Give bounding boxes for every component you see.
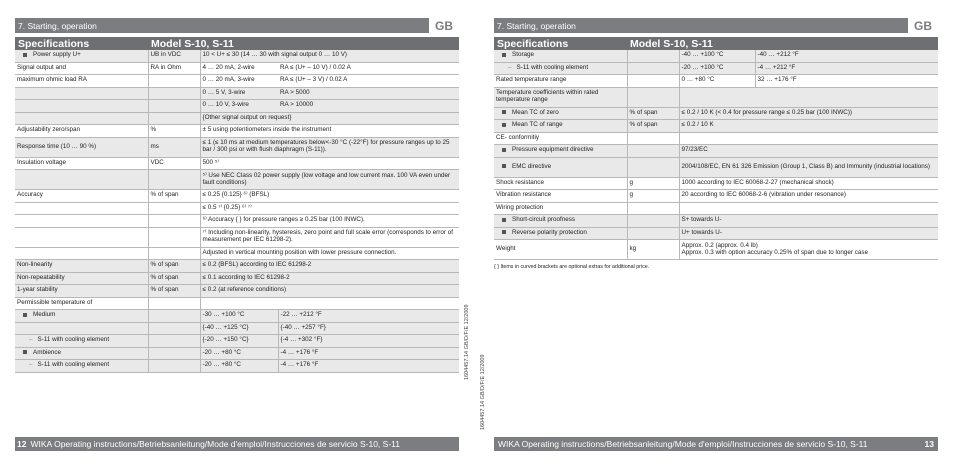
bullet-icon: [23, 350, 27, 354]
spec-row: [15, 75, 459, 88]
spec-value-secondary: RA ≤ (U+ – 3 V) / 0.02 A: [278, 75, 459, 88]
spec-label-cell: [15, 272, 148, 285]
spec-row: [494, 202, 938, 215]
dash-icon: –: [29, 336, 33, 344]
spec-value: ≤ 0.2 (at reference conditions): [200, 285, 459, 298]
dash-icon: –: [29, 361, 33, 369]
spec-value-secondary: {-40 … +257 °F}: [278, 322, 459, 335]
spec-label-cell: [15, 50, 148, 62]
spec-label: Mean TC of range: [512, 121, 563, 129]
document-code: 1604457.14 GB/D/F/E 12/2009: [480, 354, 486, 430]
spec-row: [494, 190, 938, 203]
spec-label: 1-year stability: [17, 286, 58, 294]
spec-row: [15, 137, 459, 157]
spec-row: [494, 145, 938, 158]
spec-row: [15, 227, 459, 247]
spec-unit: [627, 132, 679, 145]
spec-unit: g: [627, 190, 679, 203]
spec-unit: [148, 100, 200, 113]
spec-value: -20 … +100 °C: [679, 62, 755, 75]
spec-label-cell: [494, 107, 627, 120]
spec-unit: [627, 75, 679, 88]
spec-unit: [148, 170, 200, 190]
spec-value-secondary: RA ≤ (U+ – 10 V) / 0.02 A: [278, 62, 459, 75]
spec-value: ≤ 0.2 / 10 K: [679, 120, 938, 133]
spec-label: Signal output and: [17, 63, 67, 71]
spec-label: Weight: [496, 245, 516, 253]
spec-label-cell: [15, 297, 148, 310]
spec-unit: g: [627, 177, 679, 190]
bullet-icon: [23, 53, 27, 57]
spec-row: [494, 120, 938, 133]
footer-left: [15, 437, 459, 451]
dash-icon: –: [508, 63, 512, 71]
spec-label-cell: [494, 120, 627, 133]
spec-unit: [627, 215, 679, 228]
spec-row: [15, 347, 459, 360]
spec-value: -20 … +80 °C: [200, 347, 278, 360]
spec-label-cell: [15, 75, 148, 88]
spec-label-cell: [494, 75, 627, 88]
spec-label-cell: [494, 132, 627, 145]
spec-row: [494, 215, 938, 228]
spec-row: [15, 170, 459, 190]
spec-label: Temperature coefficients within rated temperature range: [496, 89, 599, 103]
spec-label-cell: [15, 125, 148, 138]
spec-label: Storage: [512, 51, 535, 59]
spec-row: [15, 215, 459, 228]
spec-unit: [148, 112, 200, 125]
spec-label-cell: [494, 190, 627, 203]
spec-value: ≤ 0.2 (BFSL) according to IEC 61298-2: [200, 260, 459, 273]
spec-unit: %: [148, 125, 200, 138]
spec-value: -20 … +80 °C: [200, 360, 278, 373]
spec-label-cell: [15, 190, 148, 203]
spec-value: 0 … 10 V, 3-wire: [200, 100, 278, 113]
spec-label-cell: [494, 87, 627, 107]
spec-label: Pressure equipment directive: [512, 146, 594, 154]
spec-unit: % of span: [627, 120, 679, 133]
spec-label-cell: [15, 335, 148, 348]
spec-row: [15, 190, 459, 203]
spec-label: Response time (10 … 90 %): [17, 142, 97, 150]
spec-unit: kg: [627, 240, 679, 260]
spec-row: [494, 240, 938, 260]
footer-text: WIKA Operating instructions/Betriebsanleitung/Mode d'emploi/Instrucciones de servicio S-10, S-11: [498, 439, 868, 449]
spec-label-cell: [15, 100, 148, 113]
spec-row: [15, 125, 459, 138]
spec-row: [494, 50, 938, 62]
spec-value: ≤ 0.2 / 10 K (< 0.4 for pressure range ≤ 0.25 bar (100 INWC)): [679, 107, 938, 120]
bullet-icon: [502, 230, 506, 234]
bullet-icon: [502, 53, 506, 57]
section-title: 7. Starting, operation: [18, 20, 97, 31]
spec-label-cell: [15, 137, 148, 157]
spec-row: [15, 360, 459, 373]
model-title: Model S-10, S-11: [630, 37, 713, 50]
spec-label-cell: [15, 215, 148, 228]
spec-label: Adjustability zero/span: [17, 126, 81, 134]
spec-label-cell: [494, 227, 627, 240]
specifications-table: [494, 50, 938, 260]
spec-row: [15, 100, 459, 113]
spec-row: [15, 202, 459, 215]
spec-unit: [627, 87, 679, 107]
spec-label-cell: [494, 240, 627, 260]
spec-label: S-11 with cooling element: [37, 336, 110, 344]
spec-unit: [148, 247, 200, 260]
spec-label-cell: [15, 87, 148, 100]
spec-unit: [627, 145, 679, 158]
spec-value: [200, 297, 459, 310]
spec-value: 1000 according to IEC 60068-2-27 (mechanical shock): [679, 177, 938, 190]
spec-value: Approx. 0.2 (approx. 0.4 lb) Approx. 0.3 with option accuracy 0.25% of span due to longer case: [679, 240, 938, 260]
spec-label-cell: [15, 347, 148, 360]
spec-unit: [627, 157, 679, 177]
spec-row: [494, 75, 938, 88]
spec-unit: [627, 50, 679, 62]
spec-label: Accuracy: [17, 191, 43, 199]
spec-value: {Other signal output on request}: [200, 112, 459, 125]
spec-label-cell: [494, 202, 627, 215]
spec-row: [494, 227, 938, 240]
spec-label: Vibration resistance: [496, 191, 552, 199]
spec-row: [15, 260, 459, 273]
spec-label-cell: [494, 157, 627, 177]
spec-label: EMC directive: [512, 162, 552, 170]
spec-unit: [148, 202, 200, 215]
model-title: Model S-10, S-11: [151, 37, 234, 50]
spec-unit: [148, 335, 200, 348]
spec-label-cell: [15, 285, 148, 298]
spec-unit: % of span: [627, 107, 679, 120]
spec-label-cell: [494, 177, 627, 190]
spec-value: [679, 87, 938, 107]
spec-value: S+ towards U-: [679, 215, 938, 228]
spec-value: ⁷⁾ Including non-linearity, hysteresis, zero point and full scale error (corresponds to error of measurement per IEC 61298-2).: [200, 227, 459, 247]
spec-value-secondary: -40 … +212 °F: [755, 50, 938, 62]
spec-label-cell: [15, 310, 148, 323]
spec-row: [15, 297, 459, 310]
spec-row: [15, 322, 459, 335]
spec-value: U+ towards U-: [679, 227, 938, 240]
spec-label: S-11 with cooling element: [516, 63, 589, 71]
spec-label-cell: [15, 170, 148, 190]
spec-value: {-20 … +150 °C}: [200, 335, 278, 348]
spec-label-cell: [15, 360, 148, 373]
spec-label-cell: [494, 145, 627, 158]
left-page: [15, 18, 459, 373]
spec-unit: [148, 227, 200, 247]
spec-unit: [627, 202, 679, 215]
spec-value: ⁵⁾ Use NEC Class 02 power supply (low voltage and low current max. 100 VA even under fault conditions): [200, 170, 459, 190]
spec-label: Wiring protection: [496, 203, 544, 211]
spec-label: Mean TC of zero: [512, 108, 559, 116]
language-badge: GB: [429, 18, 459, 33]
spec-row: [15, 62, 459, 75]
spec-row: [494, 157, 938, 177]
spec-unit: [627, 62, 679, 75]
spec-unit: [148, 215, 200, 228]
spec-value-secondary: -22 … +212 °F: [278, 310, 459, 323]
spec-label-cell: [15, 202, 148, 215]
spec-value: ≤ 1 (≤ 10 ms at medium temperatures below<-30 °C (-22°F) for pressure ranges up to 25 bar / 300 psi or with flush diaphragm (S-11)).: [200, 137, 459, 157]
spec-unit: % of span: [148, 272, 200, 285]
spec-title: Specifications: [18, 37, 90, 50]
bullet-icon: [502, 218, 506, 222]
spec-row: [15, 247, 459, 260]
spec-label-cell: [15, 227, 148, 247]
bullet-icon: [23, 313, 27, 317]
spec-label-cell: [494, 50, 627, 62]
spec-label-cell: [15, 112, 148, 125]
section-title: 7. Starting, operation: [497, 20, 576, 31]
spec-value: 0 … 5 V, 3-wire: [200, 87, 278, 100]
spec-value: 97/23/EC: [679, 145, 938, 158]
spec-row: [15, 285, 459, 298]
page-number: 13: [924, 439, 934, 449]
bullet-icon: [502, 123, 506, 127]
spec-unit: [148, 297, 200, 310]
spec-value: ≤ 0.1 according to IEC 61298-2: [200, 272, 459, 285]
spec-row: [15, 87, 459, 100]
spec-label: Permissible temperature of: [17, 298, 93, 306]
spec-value: {-40 … +125 °C}: [200, 322, 278, 335]
spec-row: [494, 177, 938, 190]
spec-row: [15, 310, 459, 323]
spec-label: Power supply U+: [33, 51, 81, 59]
spec-value-secondary: {-4 … +302 °F}: [278, 335, 459, 348]
spec-row: [494, 132, 938, 145]
spec-value: 2004/108/EC, EN 61 326 Emission (Group 1, Class B) and Immunity (industrial locations): [679, 157, 938, 177]
spec-value: 20 according to IEC 60068-2-6 (vibration under resonance): [679, 190, 938, 203]
spec-label: Reverse polarity protection: [512, 228, 587, 236]
spec-label: Ambience: [33, 348, 62, 356]
spec-value-secondary: RA > 10000: [278, 100, 459, 113]
spec-row: [494, 62, 938, 75]
spec-label-cell: [494, 62, 627, 75]
spec-unit: [148, 360, 200, 373]
spec-label-cell: [15, 322, 148, 335]
spec-label: Non-repeatability: [17, 273, 65, 281]
spec-value: -30 … +100 °C: [200, 310, 278, 323]
spec-label: Rated temperature range: [496, 76, 567, 84]
spec-unit: UB in VDC: [148, 50, 200, 62]
spec-value: 500 ⁵⁾: [200, 157, 459, 170]
specifications-header: [494, 37, 938, 50]
spec-value-secondary: 32 … +176 °F: [755, 75, 938, 88]
spec-unit: RA in Ohm: [148, 62, 200, 75]
spec-value: ≤ 0.5 ⁷⁾ {0.25} ⁶⁾ ⁷⁾: [200, 202, 459, 215]
spec-label: CE- conformitiy: [496, 133, 540, 141]
spec-title: Specifications: [497, 37, 569, 50]
spec-unit: [148, 322, 200, 335]
spec-value: 4 … 20 mA, 2-wire: [200, 62, 278, 75]
specifications-table: [15, 50, 459, 373]
spec-unit: [627, 227, 679, 240]
spec-row: [494, 87, 938, 107]
spec-value: [679, 202, 938, 215]
footer-text: WIKA Operating instructions/Betriebsanleitung/Mode d'emploi/Instrucciones de servicio S-10, S-11: [30, 439, 400, 449]
bullet-icon: [502, 110, 506, 114]
spec-unit: % of span: [148, 285, 200, 298]
spec-value: ⁶⁾ Accuracy { } for pressure ranges ≥ 0.25 bar (100 INWC).: [200, 215, 459, 228]
spec-label: Non-linearity: [17, 261, 53, 269]
spec-value-secondary: -4 … +212 °F: [755, 62, 938, 75]
spec-label: Shock resistance: [496, 178, 544, 186]
spec-label: Insulation voltage: [17, 158, 67, 166]
spec-unit: VDC: [148, 157, 200, 170]
spec-value-secondary: RA > 5000: [278, 87, 459, 100]
spec-label: Short-circuit proofness: [512, 216, 575, 224]
bullet-icon: [502, 148, 506, 152]
spec-label-cell: [494, 215, 627, 228]
footer-right: [494, 437, 938, 451]
spec-value: 10 < U+ ≤ 30 (14 … 30 with signal output 0 … 10 V): [200, 50, 459, 62]
spec-unit: [148, 310, 200, 323]
spec-label: S-11 with cooling element: [37, 361, 110, 369]
language-badge: GB: [908, 18, 938, 33]
spec-value: ≤ 0.25 {0.125} ⁶⁾ (BFSL): [200, 190, 459, 203]
spec-unit: ms: [148, 137, 200, 157]
section-header: [494, 18, 938, 33]
spec-unit: % of span: [148, 190, 200, 203]
spec-row: [15, 112, 459, 125]
right-page: [494, 18, 938, 270]
spec-value: Adjusted in vertical mounting position with lower pressure connection.: [200, 247, 459, 260]
spec-unit: % of span: [148, 260, 200, 273]
spec-label-cell: [15, 247, 148, 260]
spec-unit: [148, 347, 200, 360]
spec-row: [15, 335, 459, 348]
spec-row: [494, 107, 938, 120]
spec-row: [15, 157, 459, 170]
spec-row: [15, 50, 459, 62]
spec-value: -40 … +100 °C: [679, 50, 755, 62]
bullet-icon: [502, 164, 506, 168]
document-code: 1604457.14 GB/D/F/E 12/2009: [464, 304, 470, 380]
spec-label-cell: [15, 157, 148, 170]
specifications-header: [15, 37, 459, 50]
page-number: 12: [17, 439, 27, 449]
section-header: [15, 18, 459, 33]
spec-value: 0 … +80 °C: [679, 75, 755, 88]
spec-label: Medium: [33, 311, 56, 319]
spec-value: [679, 132, 938, 145]
spec-label-cell: [15, 62, 148, 75]
spec-value-secondary: -4 … +176 °F: [278, 347, 459, 360]
spec-value-secondary: -4 … +176 °F: [278, 360, 459, 373]
spec-label: maximum ohmic load RA: [17, 76, 87, 84]
spec-value: 0 … 20 mA, 3-wire: [200, 75, 278, 88]
spec-unit: [148, 75, 200, 88]
footnote: { } Items in curved brackets are optional extras for additional price.: [494, 264, 650, 270]
spec-value: ± 5 using potentiometers inside the instrument: [200, 125, 459, 138]
spec-label-cell: [15, 260, 148, 273]
spec-unit: [148, 87, 200, 100]
spec-row: [15, 272, 459, 285]
